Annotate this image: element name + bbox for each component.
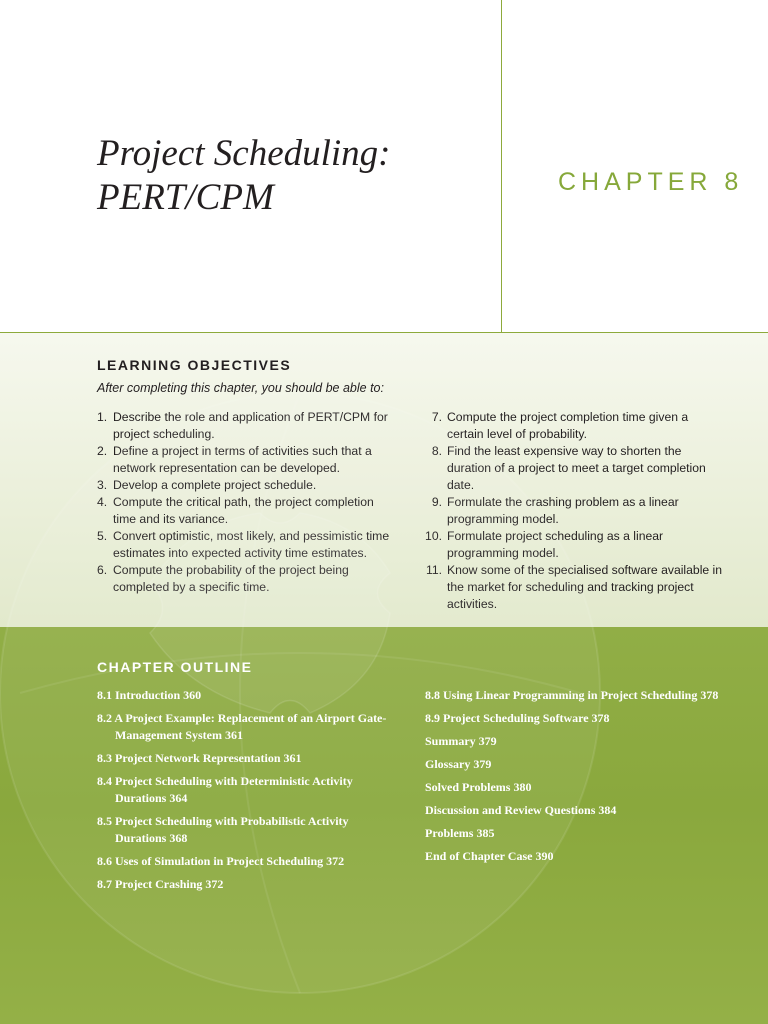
outline-item: 8.9 Project Scheduling Software 378 [425, 711, 610, 725]
outline-item: 8.6 Uses of Simulation in Project Scheduling 372 [97, 854, 345, 868]
learning-objectives-section [0, 333, 768, 627]
outline-list-left [97, 687, 397, 899]
chapter-outline-heading: CHAPTER OUTLINE [97, 659, 253, 675]
objective-item: 6. Compute the probability of the project being completed by a specific time. [97, 563, 349, 594]
outline-item: Summary 379 [425, 734, 497, 748]
chapter-number-label: CHAPTER 8 [558, 168, 744, 196]
learning-objectives-intro: After completing this chapter, you should be able to: [97, 381, 384, 395]
objective-item: 8. Find the least expensive way to shorten the duration of a project to meet a target completion date. [431, 444, 706, 492]
outline-item: 8.2 A Project Example: Replacement of an Airport Gate-Management System 361 [97, 711, 387, 742]
outline-item: 8.5 Project Scheduling with Probabilistic Activity Durations 368 [97, 814, 349, 845]
outline-item: 8.4 Project Scheduling with Deterministic Activity Durations 364 [97, 774, 353, 805]
objective-item: 1. Describe the role and application of PERT/CPM for project scheduling. [97, 410, 388, 441]
objective-item: 10. Formulate project scheduling as a linear programming model. [425, 529, 664, 560]
objectives-list-right [425, 409, 728, 613]
objective-item: 5. Convert optimistic, most likely, and pessimistic time estimates into expected activity time estimates. [97, 529, 390, 560]
outline-item: 8.8 Using Linear Programming in Project Scheduling 378 [425, 688, 719, 702]
objectives-list-left [97, 409, 397, 596]
outline-item: Discussion and Review Questions 384 [425, 803, 617, 817]
outline-item: 8.3 Project Network Representation 361 [97, 751, 302, 765]
objective-item: 11. Know some of the specialised software available in the market for scheduling and tracking project activities. [425, 563, 723, 611]
learning-objectives-heading: LEARNING OBJECTIVES [97, 357, 292, 373]
outline-item: 8.1 Introduction 360 [97, 688, 202, 702]
chapter-header [0, 0, 768, 333]
objective-item: 7. Compute the project completion time given a certain level of probability. [431, 410, 689, 441]
objective-item: 4. Compute the critical path, the project completion time and its variance. [97, 495, 374, 526]
header-vertical-rule [501, 0, 502, 333]
chapter-outline-section [0, 627, 768, 1024]
outline-list-right [425, 687, 725, 871]
outline-item: Glossary 379 [425, 757, 492, 771]
outline-item: Solved Problems 380 [425, 780, 532, 794]
objective-item: 9. Formulate the crashing problem as a linear programming model. [431, 495, 679, 526]
chapter-title [97, 132, 391, 220]
objective-item: 3. Develop a complete project schedule. [97, 478, 317, 492]
objective-item: 2. Define a project in terms of activities such that a network representation can be developed. [97, 444, 372, 475]
outline-item: End of Chapter Case 390 [425, 849, 554, 863]
outline-item: 8.7 Project Crashing 372 [97, 877, 224, 891]
outline-item: Problems 385 [425, 826, 495, 840]
chapter-title-line-1: Project Scheduling: [97, 133, 391, 174]
chapter-title-line-2: PERT/CPM [97, 177, 274, 218]
